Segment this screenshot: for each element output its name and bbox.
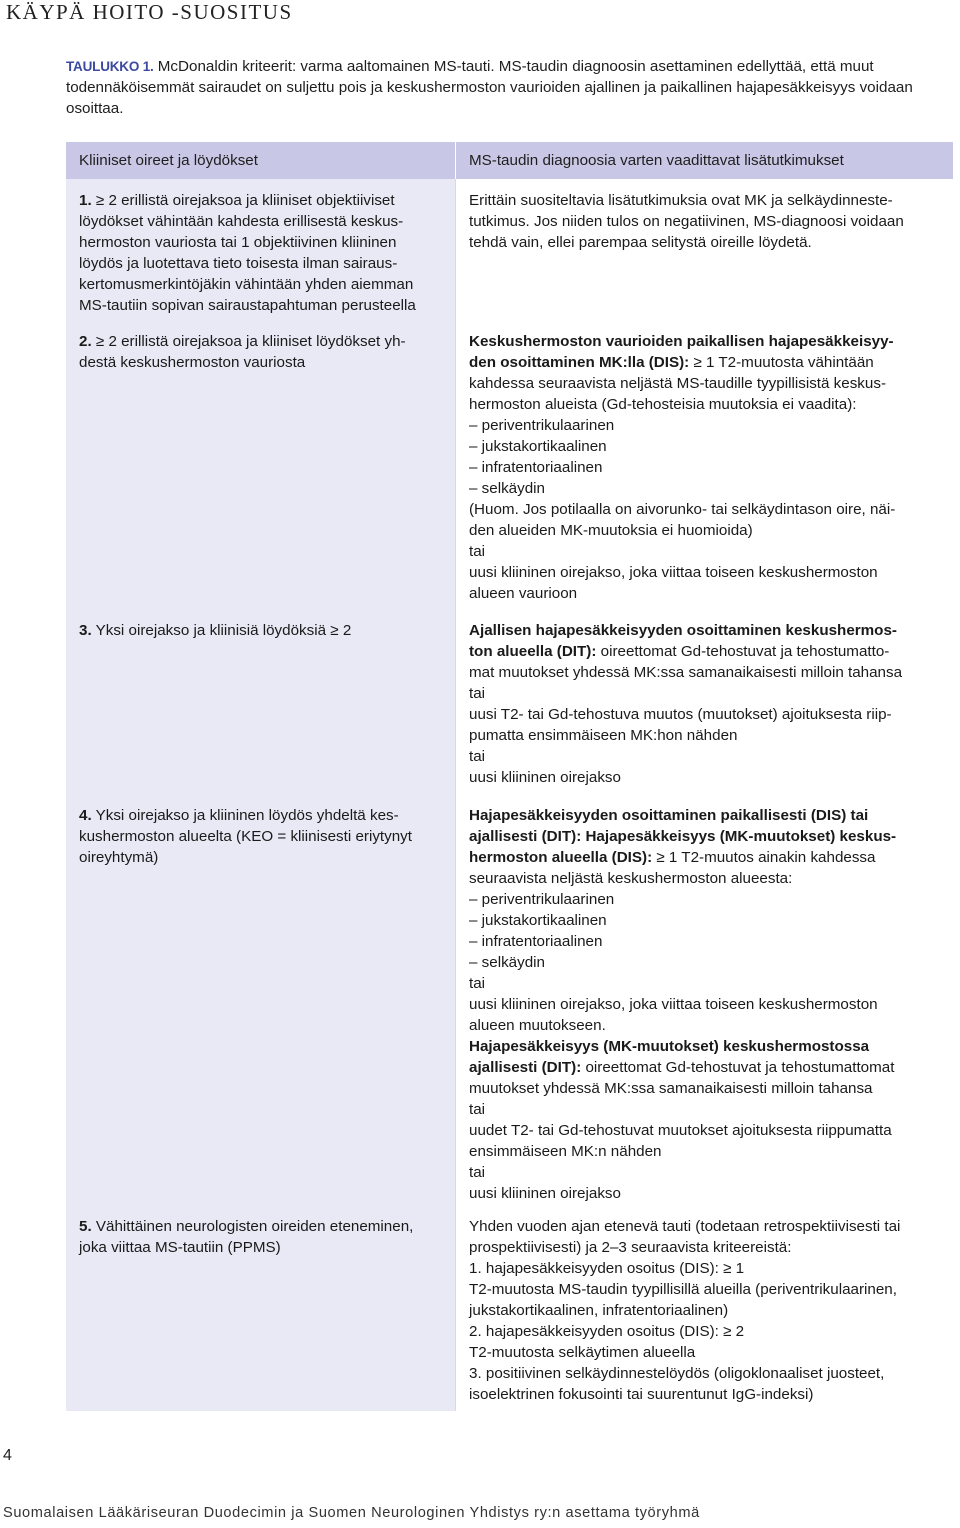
right-cell-line: uusi kliininen oirejakso, joka viittaa toiseen keskushermoston xyxy=(469,564,878,581)
left-cell-line: 2. ≥ 2 erillistä oirejaksoa ja kliiniset löydökset yh- xyxy=(79,333,406,350)
right-cell-line: tutkimus. Jos niiden tulos on negatiivinen, MS-diagnoosi voidaan xyxy=(469,213,904,230)
right-cell-line: uusi kliininen oirejakso xyxy=(469,769,621,786)
right-cell-line: isoelektrinen fokusointi tai suurentunut IgG-indeksi) xyxy=(469,1386,814,1403)
column-divider xyxy=(455,1208,456,1411)
row-4-left-cell xyxy=(66,794,455,1208)
footer-text: Suomalaisen Lääkäriseuran Duodecimin ja Suomen Neurologinen Yhdistys ry:n asettama työryhmä xyxy=(3,1505,700,1521)
right-cell-line: Hajapesäkkeisyyden osoittaminen paikallisesti (DIS) tai xyxy=(469,807,869,824)
right-cell-line: tehdä vain, ellei parempaa selitystä oireille löydetä. xyxy=(469,234,812,251)
right-cell-line: tai xyxy=(469,1101,486,1118)
criterion-number: 5. xyxy=(79,1218,92,1235)
right-cell-line: tai xyxy=(469,685,486,702)
column-divider xyxy=(455,322,456,609)
left-cell-line: löydökset vähintään kahdesta erillisestä keskus- xyxy=(79,213,404,230)
brand-title: KÄYPÄ HOITO -SUOSITUS xyxy=(6,0,293,24)
right-cell-line: tai xyxy=(469,543,486,560)
right-cell-line: Yhden vuoden ajan etenevä tauti (todetaan retrospektiivisesti tai xyxy=(469,1218,901,1235)
caption-text: McDonaldin kriteerit: varma aaltomainen MS-tauti. MS-taudin diagnoosin asettaminen edellyttää, että muut todennäköisemmät sairaudet on suljettu pois ja keskushermoston vaurioiden ajallinen ja paikallinen hajapesäkkeisyys voidaan osoittaa. xyxy=(66,58,913,117)
left-cell-line: destä keskushermoston vauriosta xyxy=(79,354,306,371)
row-3-left-cell xyxy=(66,609,455,794)
row-4-right-cell xyxy=(469,805,953,1204)
criterion-number: 3. xyxy=(79,622,92,639)
criterion-number: 1. xyxy=(79,192,92,209)
column-divider xyxy=(455,794,456,1208)
right-cell-line: uusi kliininen oirejakso, joka viittaa toiseen keskushermoston xyxy=(469,996,878,1013)
right-cell-line: alueen muutokseen. xyxy=(469,1017,606,1034)
criterion-number: 2. xyxy=(79,333,92,350)
right-cell-line: tai xyxy=(469,975,486,992)
table-caption xyxy=(66,56,946,119)
right-cell-line: prospektiivisesti) ja 2–3 seuraavista kriteereistä: xyxy=(469,1239,792,1256)
row-5-left-cell xyxy=(66,1208,455,1411)
right-cell-line: ajallisesti (DIT): oireettomat Gd-tehostuvat ja tehostumattomat xyxy=(469,1059,895,1076)
right-cell-line: hermoston alueista (Gd-tehosteisia muutoksia ei vaadita): xyxy=(469,396,857,413)
left-cell-line: hermoston vauriosta tai 1 objektiivinen kliininen xyxy=(79,234,397,251)
right-cell-line: tai xyxy=(469,748,486,765)
right-cell-line: 3. positiivinen selkäydinnestelöydös (oligoklonaaliset juosteet, xyxy=(469,1365,885,1382)
right-cell-line: – periventrikulaarinen xyxy=(469,891,615,908)
right-cell-line: (Huom. Jos potilaalla on aivorunko- tai selkäydintason oire, näi- xyxy=(469,501,896,518)
right-cell-line: 2. hajapesäkkeisyyden osoitus (DIS): ≥ 2 xyxy=(469,1323,745,1340)
right-cell-line: – jukstakortikaalinen xyxy=(469,912,607,929)
right-cell-line: 1. hajapesäkkeisyyden osoitus (DIS): ≥ 1 xyxy=(469,1260,745,1277)
right-cell-line: Erittäin suositeltavia lisätutkimuksia ovat MK ja selkäydinneste- xyxy=(469,192,893,209)
row-1-left-cell xyxy=(66,179,455,322)
right-cell-line: jukstakortikaalinen, infratentoriaalinen) xyxy=(469,1302,729,1319)
left-cell-line: 3. Yksi oirejakso ja kliinisiä löydöksiä ≥ 2 xyxy=(79,622,352,639)
right-cell-line: Ajallisen hajapesäkkeisyyden osoittaminen keskushermos- xyxy=(469,622,897,639)
row-2-right-cell xyxy=(469,331,953,604)
column-divider xyxy=(455,179,456,322)
right-cell-line: – selkäydin xyxy=(469,954,545,971)
row-3-right-cell xyxy=(469,620,953,788)
left-cell-line: 5. Vähittäinen neurologisten oireiden eteneminen, xyxy=(79,1218,414,1235)
right-cell-line: uusi T2- tai Gd-tehostuva muutos (muutokset) ajoituksesta riip- xyxy=(469,706,892,723)
left-cell-line: 4. Yksi oirejakso ja kliininen löydös yhdeltä kes- xyxy=(79,807,399,824)
right-cell-line: – infratentoriaalinen xyxy=(469,933,603,950)
right-cell-line: – infratentoriaalinen xyxy=(469,459,603,476)
right-cell-line: Hajapesäkkeisyys (MK-muutokset) keskushermostossa xyxy=(469,1038,870,1055)
header-right: MS-taudin diagnoosia varten vaadittavat lisätutkimukset xyxy=(456,142,953,179)
right-cell-line: ton alueella (DIT): oireettomat Gd-tehostuvat ja tehostumatto- xyxy=(469,643,890,660)
right-cell-line: ajallisesti (DIT): Hajapesäkkeisyys (MK-muutokset) keskus- xyxy=(469,828,897,845)
right-cell-line: – selkäydin xyxy=(469,480,545,497)
right-cell-line: tai xyxy=(469,1164,486,1181)
header-left: Kliiniset oireet ja löydökset xyxy=(66,142,455,179)
caption-label: TAULUKKO 1. xyxy=(66,59,154,74)
left-cell-line: löydös ja luotettava tieto toisesta ilman sairaus- xyxy=(79,255,398,272)
row-1-right-cell xyxy=(469,190,953,253)
right-cell-line: uudet T2- tai Gd-tehostuvat muutokset ajoituksesta riippumatta xyxy=(469,1122,892,1139)
right-cell-line: den alueiden MK-muutoksia ei huomioida) xyxy=(469,522,753,539)
right-cell-line: den osoittaminen MK:lla (DIS): ≥ 1 T2-muutosta vähintään xyxy=(469,354,874,371)
right-cell-line: T2-muutosta selkäytimen alueella xyxy=(469,1344,696,1361)
right-cell-line: seuraavista neljästä keskushermoston alueesta: xyxy=(469,870,793,887)
right-cell-line: Keskushermoston vaurioiden paikallisen hajapesäkkeisyy- xyxy=(469,333,894,350)
right-cell-line: muutokset yhdessä MK:ssa samanaikaisesti milloin tahansa xyxy=(469,1080,873,1097)
right-cell-line: uusi kliininen oirejakso xyxy=(469,1185,621,1202)
criterion-number: 4. xyxy=(79,807,92,824)
left-cell-line: MS-tautiin sopivan sairaustapahtuman perusteella xyxy=(79,297,416,314)
right-cell-line: kahdessa seuraavista neljästä MS-taudille tyypillisistä keskus- xyxy=(469,375,886,392)
row-2-left-cell xyxy=(66,322,455,609)
right-cell-line: hermoston alueella (DIS): ≥ 1 T2-muutos ainakin kahdessa xyxy=(469,849,876,866)
right-cell-line: ensimmäiseen MK:n nähden xyxy=(469,1143,662,1160)
left-cell-line: kertomusmerkintöjäkin vähintään yhden aiemman xyxy=(79,276,414,293)
left-cell-line: oireyhtymä) xyxy=(79,849,159,866)
right-cell-line: T2-muutosta MS-taudin tyypillisillä alueilla (periventrikulaarinen, xyxy=(469,1281,897,1298)
right-cell-line: pumatta ensimmäiseen MK:hon nähden xyxy=(469,727,738,744)
column-divider xyxy=(455,609,456,794)
right-cell-line: – jukstakortikaalinen xyxy=(469,438,607,455)
left-cell-line: joka viittaa MS-tautiin (PPMS) xyxy=(79,1239,281,1256)
left-cell-line: kushermoston alueelta (KEO = kliinisesti eriytynyt xyxy=(79,828,412,845)
right-cell-line: – periventrikulaarinen xyxy=(469,417,615,434)
left-cell-line: 1. ≥ 2 erillistä oirejaksoa ja kliiniset objektiiviset xyxy=(79,192,395,209)
page-number: 4 xyxy=(3,1447,12,1464)
row-5-right-cell xyxy=(469,1216,953,1405)
right-cell-line: mat muutokset yhdessä MK:ssa samanaikaisesti milloin tahansa xyxy=(469,664,903,681)
right-cell-line: alueen vaurioon xyxy=(469,585,578,602)
